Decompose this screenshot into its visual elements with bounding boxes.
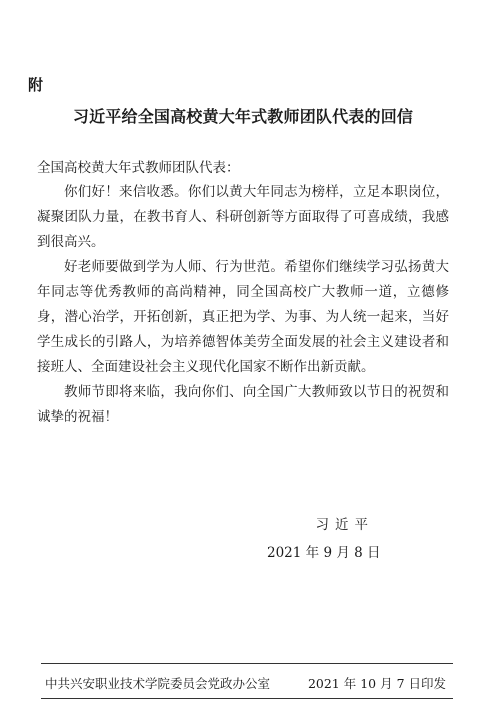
body-paragraph: 好老师要做到学为人师、行为世范。希望你们继续学习弘扬黄大年同志等优秀教师的高尚精神，同全国高校广大教师一道，立德修身，潜心治学，开拓创新，真正把为学、为事、为人统一起来，当好学生成长的引路人，为培养德智体美劳全面发展的社会主义建设者和接班人、全面建设社会主义现代化国家不断作出新贡献。 [37, 259, 449, 375]
footer-print-date: 2021 年 10 月 7 日印发 [307, 676, 446, 691]
attachment-label: 附 [28, 76, 44, 94]
letter-body [37, 180, 449, 430]
body-paragraph: 你们好！来信收悉。你们以黄大年同志为榜样，立足本职岗位，凝聚团队力量，在教书育人、科研创新等方面取得了可喜成绩，我感到很高兴。 [37, 184, 449, 250]
footer-organization: 中共兴安职业技术学院委员会党政办公室 [45, 676, 271, 691]
signer-name: 习近平 [315, 517, 374, 533]
salutation: 全国高校黄大年式教师团队代表： [37, 160, 240, 176]
document-title: 习近平给全国高校黄大年式教师团队代表的回信 [72, 107, 414, 126]
footer-divider-bottom [41, 698, 453, 699]
body-paragraph: 教师节即将来临，我向你们、向全国广大教师致以节日的祝贺和诚挚的祝福！ [37, 384, 449, 425]
footer-divider-top [41, 663, 453, 664]
signature-date: 2021 年 9 月 8 日 [267, 545, 381, 561]
